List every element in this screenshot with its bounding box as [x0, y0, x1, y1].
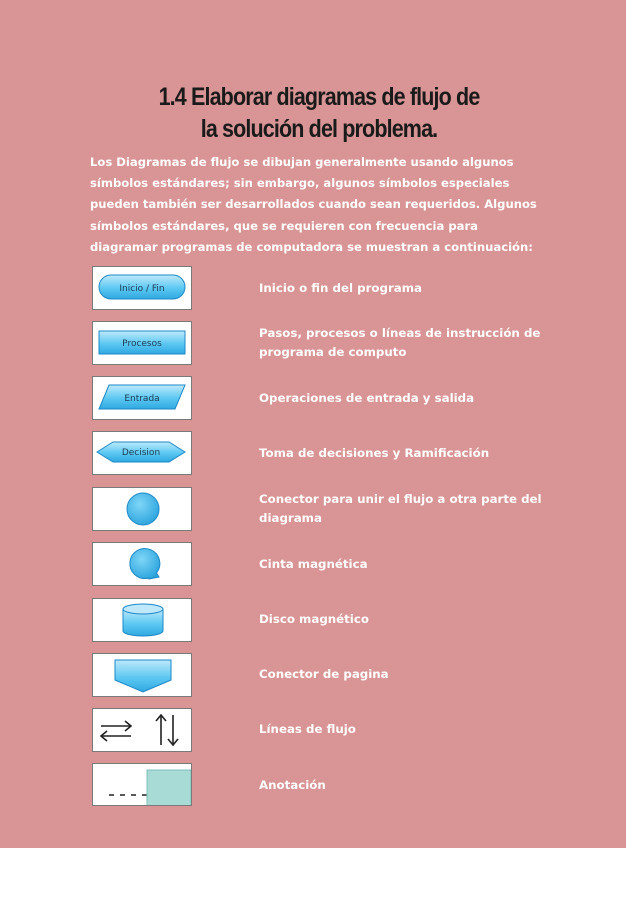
magnetic-tape-symbol-box	[92, 542, 192, 586]
annotation-symbol-box	[92, 763, 192, 806]
symbol-description	[259, 720, 549, 739]
annotation-symbol	[93, 764, 191, 805]
intro-line: diagramar programas de computadora se muestran a continuación:	[90, 239, 533, 254]
symbol-description-line: Pasos, procesos o líneas de instrucción de	[259, 326, 541, 340]
circle-connector-symbol	[93, 488, 191, 530]
symbol-description	[259, 555, 549, 574]
symbol-description-line: Líneas de flujo	[259, 722, 356, 736]
terminal-symbol-text: Inicio / Fin	[119, 284, 165, 294]
input-output-symbol-text: Entrada	[124, 394, 160, 404]
page-title	[45, 81, 594, 145]
symbol-description-line: diagrama	[259, 511, 322, 525]
decision-symbol-text: Decision	[121, 448, 161, 458]
symbol-description	[259, 324, 549, 362]
diamond-symbol	[93, 432, 191, 474]
parallelogram-symbol	[93, 377, 191, 419]
symbol-description-line: Cinta magnética	[259, 557, 368, 571]
symbol-description-line: Toma de decisiones y Ramificación	[259, 446, 490, 460]
symbol-description-line: Conector para unir el flujo a otra parte del	[259, 492, 542, 506]
magnetic-tape-symbol	[93, 543, 191, 585]
intro-line: símbolos estándares, que se requieren con frecuencia para	[90, 218, 478, 233]
symbol-description	[259, 279, 549, 298]
symbol-description-line: Disco magnético	[259, 612, 369, 626]
symbol-description	[259, 665, 549, 684]
symbol-description-line: programa de computo	[259, 345, 407, 359]
cylinder-symbol	[93, 599, 191, 641]
symbol-description-line: Operaciones de entrada y salida	[259, 391, 475, 405]
process-symbol-text: Procesos	[122, 339, 162, 349]
symbol-description	[259, 490, 549, 528]
title-line-2: la solución del problema.	[200, 115, 438, 143]
symbol-description-line: Conector de pagina	[259, 667, 389, 681]
title-line-1: 1.4 Elaborar diagramas de flujo de	[158, 83, 480, 111]
intro-line: símbolos estándares; sin embargo, algunos símbolos especiales	[90, 176, 510, 191]
symbol-description	[259, 389, 549, 408]
symbol-description	[259, 444, 549, 463]
symbol-description-line: Anotación	[259, 778, 326, 792]
page-connector-symbol-box	[92, 653, 192, 697]
flow-lines-symbol-box	[92, 708, 192, 752]
process-symbol	[93, 322, 191, 364]
decision-symbol-box	[92, 431, 192, 475]
pentagon-connector-symbol	[93, 654, 191, 696]
symbol-description	[259, 776, 549, 795]
intro-line: pueden también ser desarrollados cuando sean requeridos. Algunos	[90, 197, 537, 212]
terminal-symbol-box	[92, 266, 192, 310]
magnetic-disk-symbol-box	[92, 598, 192, 642]
input-output-symbol-box	[92, 376, 192, 420]
intro-line: Los Diagramas de flujo se dibujan generalmente usando algunos	[90, 155, 514, 169]
intro-paragraph	[90, 152, 550, 258]
process-symbol-box	[92, 321, 192, 365]
terminal-symbol	[93, 267, 191, 309]
symbol-description-line: Inicio o fin del programa	[259, 281, 422, 295]
connector-symbol-box	[92, 487, 192, 531]
symbol-description	[259, 610, 549, 629]
flow-arrows-icon	[93, 709, 191, 751]
